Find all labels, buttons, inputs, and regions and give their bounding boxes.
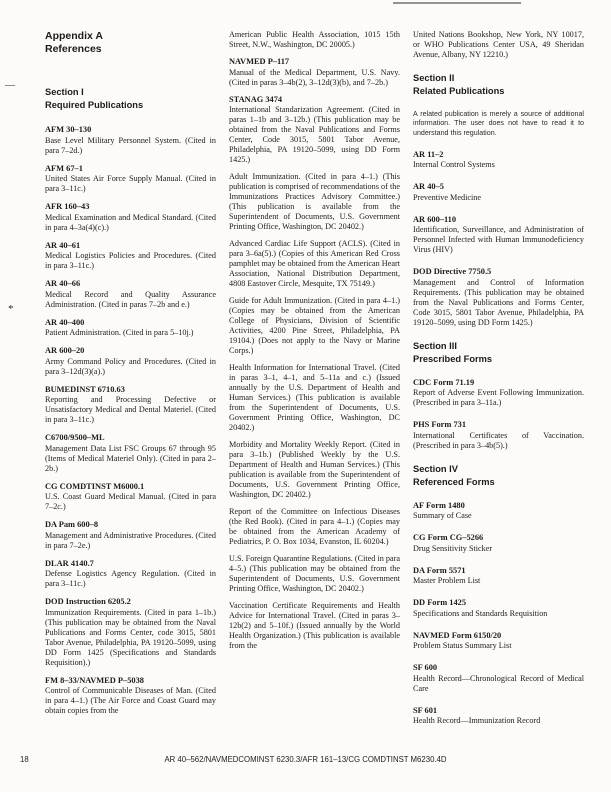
entry-body: U.S. Coast Guard Medical Manual. (Cited in para 7–2c.) — [45, 492, 216, 511]
entry-heading: DOD Directive 7750.5 — [413, 267, 492, 277]
entry-heading: AR 600–110 — [413, 214, 457, 224]
entry-body: Management and Administrative Procedures. (Cited in para 7–2e.) — [45, 530, 216, 550]
entry-heading: DOD Instruction 6205.2 — [45, 597, 131, 606]
entry-body: Vaccination Certificate Requirements and Health Advice for International Travel. (Cited in paras 3–12b(2) and 5–10f.) (Issued annually by the World Health Organization.) (This publication is available from the — [229, 601, 400, 650]
entry-body: Guide for Adult Immunization. (Cited in para 4–1.) (Copies may be obtained from the American College of Physicians, Division of Scientific Activities, 4200 Pine Street, Philadelphia, PA 19104.) (Does not apply to the Navy or Marine Corps.) — [229, 296, 400, 355]
entry-heading: DA Form 5571 — [413, 565, 466, 575]
reference-entry — [45, 346, 216, 377]
reference-entry — [45, 482, 216, 513]
entry-heading: AR 40–400 — [45, 317, 85, 327]
reference-paragraph — [229, 507, 400, 547]
page-number: 18 — [20, 755, 29, 764]
entry-body: Medical Record and Quality Assurance Administration. (Cited in paras 7–2b and e.) — [45, 289, 216, 309]
entry-heading: AFM 30–130 — [45, 125, 92, 134]
reference-entry — [229, 95, 400, 166]
reference-entry — [413, 598, 584, 619]
reference-paragraph — [413, 30, 584, 60]
reference-entry — [229, 57, 400, 88]
appendix-title — [45, 30, 216, 56]
reference-entry — [45, 164, 216, 195]
reference-paragraph — [229, 296, 400, 356]
entry-body: Army Command Policy and Procedures. (Cited in para 3–12d(3)(a).) — [45, 356, 216, 376]
reference-paragraph — [229, 363, 400, 433]
entry-heading: DD Form 1425 — [413, 598, 467, 608]
reference-entry — [413, 533, 584, 554]
section-heading-line: Related Publications — [413, 86, 505, 96]
entry-body: Report of the Committee on Infectious Diseases (the Red Book). (Cited in para 4–1.) (Copies may be obtained from the American Academy of Pediatrics, P. O. Box 1034, Evanston, IL 60204.) — [229, 507, 400, 546]
entry-heading: PHS Form 731 — [413, 420, 467, 430]
page-footer — [0, 755, 611, 764]
entry-body: Management Data List FSC Groups 67 through 95 (Items of Medical Materiel Only). (Cited in para 2–2b.) — [45, 443, 216, 473]
reference-entry — [45, 318, 216, 339]
appendix-title-line: Appendix A — [45, 30, 103, 42]
entry-heading: AR 11–2 — [413, 149, 444, 159]
entry-body: Health Information for International Travel. (Cited in paras 3–1, 4–1, and 5–11a and c.) (Issued annually by the U.S. Department of Health and Human Services.) (This publication is available from the Superintendent of Documents, U.S. Government Printing Office, Washington, DC 20402.) — [229, 363, 400, 432]
reference-entry — [45, 520, 216, 551]
entry-body: Morbidity and Mortality Weekly Report. (Cited in para 3–1b.) (Published Weekly by the U.S. Department of Health and Human Services.) (This publication is available from the Superintendent of Documents, U.S. Government Printing Office, Washington, DC 20402.) — [229, 440, 400, 499]
section-heading-line: Prescribed Forms — [413, 353, 493, 364]
section-heading — [413, 463, 584, 489]
entry-body: United Nations Bookshop, New York, NY 10017, or WHO Publications Center USA, 49 Sheridan Avenue, Albany, NY 12210.) — [413, 30, 584, 59]
reference-entry — [413, 501, 584, 522]
reference-paragraph — [229, 30, 400, 50]
entry-body: Drug Sensitivity Sticker — [413, 543, 493, 553]
entry-body: Management and Control of Information Requirements. (This publication may be obtained from the Naval Publications and Forms Center, Code 3015, 5801 Tabor Avenue, Philadelphia, PA 19120–5099, using DD Form 1425.) — [413, 277, 584, 327]
entry-heading: AR 40–61 — [45, 240, 81, 250]
entry-body: Preventive Medicine — [413, 192, 481, 202]
reference-paragraph — [229, 554, 400, 594]
entry-heading: DA Pam 600–8 — [45, 520, 99, 529]
reference-paragraph — [229, 239, 400, 289]
entry-heading: AFM 67–1 — [45, 163, 83, 173]
reference-entry — [45, 279, 216, 310]
entry-body: Patient Administration. (Cited in para 5–10j.) — [45, 328, 194, 337]
entry-body: Immunization Requirements. (Cited in para 1–1b.) (This publication may be obtained from the Naval Publications and Forms Center, code 3015, 5801 Tabor Avenue, Philadelphia, PA 19120–5099, using DD Form 1425 (Specifications and Standards Requisition).) — [45, 607, 216, 667]
column-middle — [229, 30, 400, 738]
reference-entry — [413, 631, 584, 652]
entry-body: Manual of the Medical Department, U.S. Navy. (Cited in paras 3–4b(2), 3–12d(3)(b), and 7–2b.) — [229, 67, 400, 87]
entry-heading: STANAG 3474 — [229, 94, 283, 104]
entry-body: International Standarization Agreement. (Cited in paras 1–1b and 3–12b.) (This publication may be obtained from the Naval Publications and Forms Center, Code 3015, 5801 Tabor Avenue, Philadelphia, PA 19120–5099, using DD Form 1425.) — [229, 105, 400, 164]
reference-entry — [413, 706, 584, 727]
reference-entry — [45, 125, 216, 156]
reference-entry — [413, 267, 584, 328]
change-marker-asterisk: * — [8, 303, 14, 315]
reference-entry — [413, 215, 584, 256]
entry-body: Medical Examination and Medical Standard. (Cited in para 4–3a(4)(c).) — [45, 212, 216, 232]
reference-entry — [45, 202, 216, 233]
section-heading-line: Required Publications — [45, 100, 144, 110]
entry-heading: NAVMED P–117 — [229, 57, 290, 66]
entry-body: Specifications and Standards Requisition — [413, 608, 548, 618]
change-marker-dash: — — [5, 80, 15, 91]
appendix-title-line: References — [45, 43, 102, 55]
entry-body: Base Level Military Personnel System. (Cited in para 7–2d.) — [45, 135, 216, 155]
reference-entry — [45, 597, 216, 668]
section-heading — [45, 86, 216, 112]
section-heading-line: Section II — [413, 73, 455, 83]
reference-entry — [45, 676, 216, 717]
reference-entry — [413, 566, 584, 587]
reference-entry — [413, 182, 584, 203]
section-heading-line: Section III — [413, 340, 457, 351]
entry-heading: BUMEDINST 6710.63 — [45, 384, 125, 394]
entry-heading: SF 601 — [413, 705, 438, 715]
entry-heading: AR 600–20 — [45, 346, 85, 355]
reference-entry — [45, 385, 216, 426]
section-heading — [413, 340, 584, 366]
entry-body: United States Air Force Supply Manual. (Cited in para 3–11c.) — [45, 174, 216, 193]
entry-heading: AR 40–5 — [413, 182, 444, 192]
reference-entry — [413, 150, 584, 171]
entry-body: Control of Communicable Diseases of Man. (Cited in para 4–1.) (The Air Force and Coast Guard may obtain copies from the — [45, 686, 216, 715]
entry-body: Defense Logistics Agency Regulation. (Cited in para 3–11c.) — [45, 569, 216, 588]
footer-document-id: AR 40–562/NAVMEDCOMINST 6230.3/AFR 161–13/CG COMDTINST M6230.4D — [164, 755, 447, 764]
column-left — [45, 30, 216, 738]
columns-container — [45, 30, 586, 738]
entry-heading: C6700/9500–ML — [45, 433, 105, 442]
entry-body: Adult Immunization. (Cited in para 4–1.) (This publication is comprised of recommendations of the Immunizations Practices Advisory Committee.) (This publication is available from the Superintendent of Documents, U.S. Government Printing Office, Washington, DC 20402.) — [229, 172, 400, 231]
entry-body: Reporting and Processing Defective or Unsatisfactory Medical and Dental Materiel. (Cited in para 3–11c.) — [45, 395, 216, 424]
entry-body: International Certificates of Vaccination. (Prescribed in para 3–4b(5).) — [413, 430, 584, 450]
column-right — [413, 30, 584, 738]
entry-body: Medical Logistics Policies and Procedures. (Cited in para 3–11c.) — [45, 251, 216, 270]
reference-paragraph — [229, 601, 400, 651]
entry-body: Summary of Case — [413, 511, 472, 521]
entry-heading: CG Form CG–5266 — [413, 533, 484, 543]
section-heading — [413, 72, 584, 98]
entry-body: Master Problem List — [413, 576, 481, 586]
entry-heading: AFR 160–43 — [45, 202, 90, 211]
entry-body: Identification, Surveillance, and Administration of Personnel Infected with Human Immunodeficiency Virus (HIV) — [413, 225, 584, 255]
entry-body: Advanced Cardiac Life Support (ACLS). (Cited in para 3–6a(5).) (Copies of this American Red Cross pamphlet may be obtained from the American Heart Association, National Distribution Department, 4808 Eastover Circle, Mesquite, TX 75149.) — [229, 239, 400, 288]
entry-body: U.S. Foreign Quarantine Regulations. (Cited in para 4–5.) (This publication may be obtained from the Superintendent of Documents, U.S. Government Printing Office, Washington, DC 20402.) — [229, 554, 400, 593]
entry-body: Health Record—Chronological Record of Medical Care — [413, 673, 584, 693]
section-heading-line: Referenced Forms — [413, 476, 495, 487]
related-publications-note — [413, 110, 584, 138]
entry-body: Report of Adverse Event Following Immunization. (Prescribed in para 3–11a.) — [413, 388, 584, 408]
reference-paragraph — [229, 440, 400, 500]
entry-heading: SF 600 — [413, 663, 438, 673]
entry-heading: AR 40–66 — [45, 279, 81, 288]
scan-artifact-line — [393, 2, 521, 4]
entry-heading: CDC Form 71.19 — [413, 377, 475, 387]
entry-body: American Public Health Association, 1015 15th Street, N.W., Washington, DC 20005.) — [229, 30, 400, 49]
reference-entry — [45, 241, 216, 272]
reference-entry — [413, 378, 584, 409]
entry-heading: CG COMDTINST M6000.1 — [45, 481, 145, 491]
entry-body: Problem Status Summary List — [413, 641, 512, 651]
section-heading-line: Section IV — [413, 463, 458, 474]
entry-heading: FM 8–33/NAVMED P–5038 — [45, 675, 144, 685]
entry-body: Health Record—Immunization Record — [413, 716, 541, 726]
reference-entry — [45, 433, 216, 474]
reference-entry — [413, 663, 584, 694]
section-heading-line: Section I — [45, 87, 84, 97]
note-text: A related publication is merely a source of additional information. The user does not have to read it to understand this regulation. — [413, 110, 584, 137]
reference-entry — [45, 559, 216, 590]
entry-heading: NAVMED Form 6150/20 — [413, 630, 502, 640]
reference-entry — [413, 420, 584, 451]
entry-body: Internal Control Systems — [413, 160, 495, 170]
entry-heading: DLAR 4140.7 — [45, 558, 94, 568]
entry-heading: AF Form 1480 — [413, 500, 465, 510]
reference-paragraph — [229, 172, 400, 232]
